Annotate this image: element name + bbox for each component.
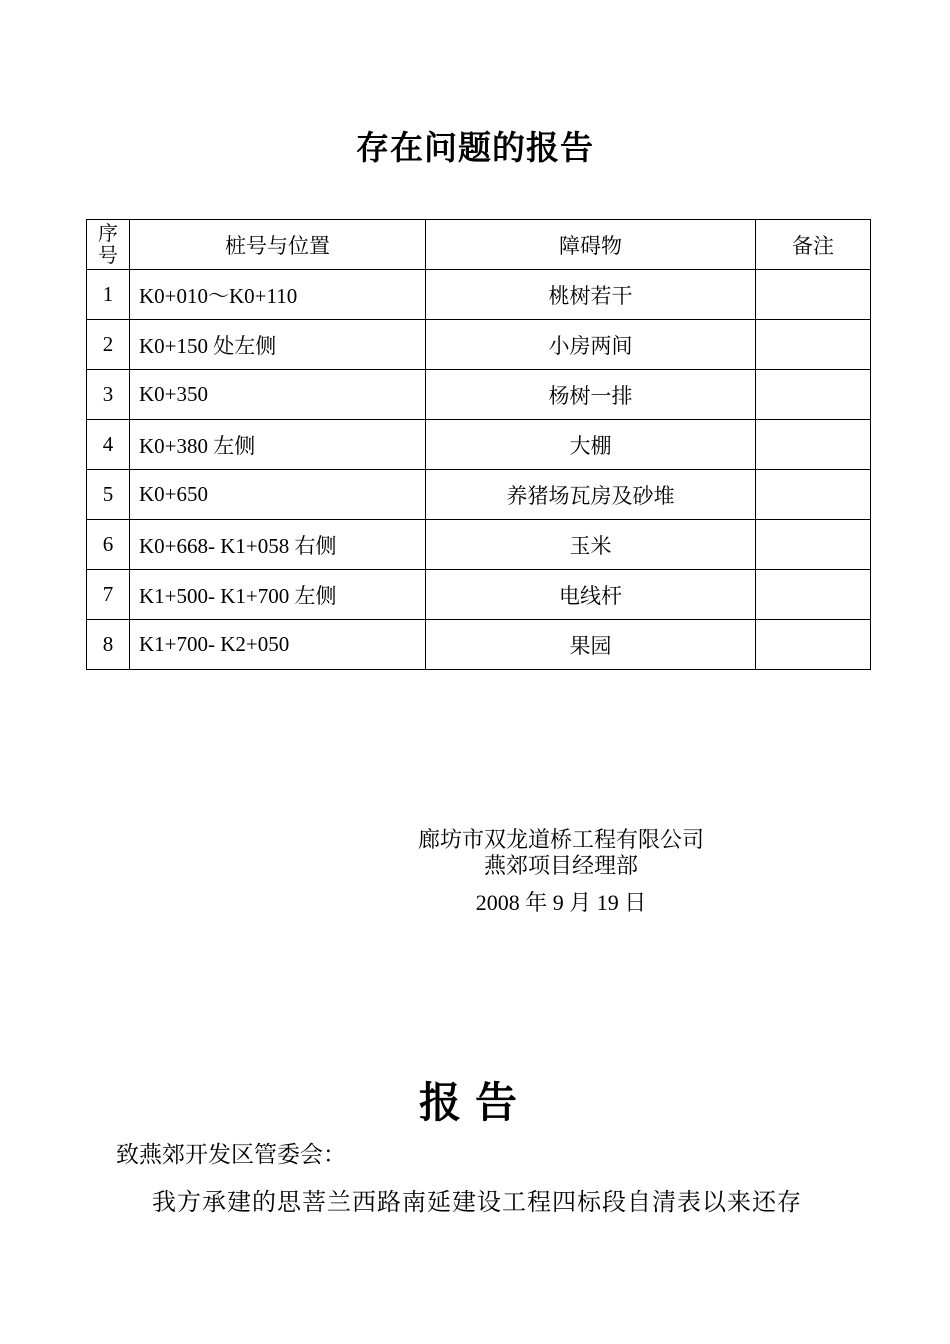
- header-note: 备注: [756, 220, 871, 270]
- document-title: 存在问题的报告: [356, 128, 594, 167]
- header-seq: [87, 220, 130, 270]
- cell-note: [756, 570, 871, 620]
- cell-location: K0+150 处左侧: [130, 320, 426, 370]
- table-row: [87, 620, 871, 670]
- cell-obstacle: 电线杆: [426, 570, 756, 620]
- header-location: 桩号与位置: [130, 220, 426, 270]
- cell-seq: 8: [87, 620, 130, 670]
- table-row: [87, 570, 871, 620]
- cell-obstacle: 果园: [426, 620, 756, 670]
- report-body-line: 我方承建的思菩兰西路南延建设工程四标段自清表以来还存: [152, 1188, 802, 1216]
- cell-note: [756, 520, 871, 570]
- table-row: [87, 420, 871, 470]
- cell-location: K1+700- K2+050: [130, 620, 426, 670]
- cell-location: K1+500- K1+700 左侧: [130, 570, 426, 620]
- cell-seq: 1: [87, 270, 130, 320]
- cell-obstacle: 玉米: [426, 520, 756, 570]
- table-row: [87, 270, 871, 320]
- cell-location: K0+010～K0+110: [130, 270, 426, 320]
- table-row: [87, 370, 871, 420]
- cell-location: K0+650: [130, 470, 426, 520]
- cell-obstacle: 杨树一排: [426, 370, 756, 420]
- signature-company: 廊坊市双龙道桥工程有限公司: [417, 828, 704, 853]
- obstacle-table: [86, 219, 871, 670]
- cell-seq: 6: [87, 520, 130, 570]
- cell-note: [756, 470, 871, 520]
- cell-seq: 3: [87, 370, 130, 420]
- signature-department: 燕郊项目经理部: [483, 854, 638, 879]
- cell-note: [756, 420, 871, 470]
- cell-obstacle: 养猪场瓦房及砂堆: [426, 470, 756, 520]
- cell-seq: 2: [87, 320, 130, 370]
- cell-note: [756, 270, 871, 320]
- table-header-row: [87, 220, 871, 270]
- table-row: [87, 470, 871, 520]
- header-obstacle: 障碍物: [426, 220, 756, 270]
- table-row: [87, 320, 871, 370]
- cell-note: [756, 370, 871, 420]
- cell-obstacle: 小房两间: [426, 320, 756, 370]
- cell-location: K0+380 左侧: [130, 420, 426, 470]
- report-title: 报告: [418, 1078, 531, 1127]
- header-seq-label: 序 号: [98, 222, 118, 267]
- cell-note: [756, 320, 871, 370]
- table-row: [87, 520, 871, 570]
- signature-date: 2008 年 9 月 19 日: [475, 890, 647, 915]
- cell-seq: 5: [87, 470, 130, 520]
- cell-seq: 7: [87, 570, 130, 620]
- cell-obstacle: 桃树若干: [426, 270, 756, 320]
- cell-location: K0+668- K1+058 右侧: [130, 520, 426, 570]
- cell-seq: 4: [87, 420, 130, 470]
- cell-note: [756, 620, 871, 670]
- report-recipient: 致燕郊开发区管委会：: [116, 1142, 346, 1168]
- cell-location: K0+350: [130, 370, 426, 420]
- cell-obstacle: 大棚: [426, 420, 756, 470]
